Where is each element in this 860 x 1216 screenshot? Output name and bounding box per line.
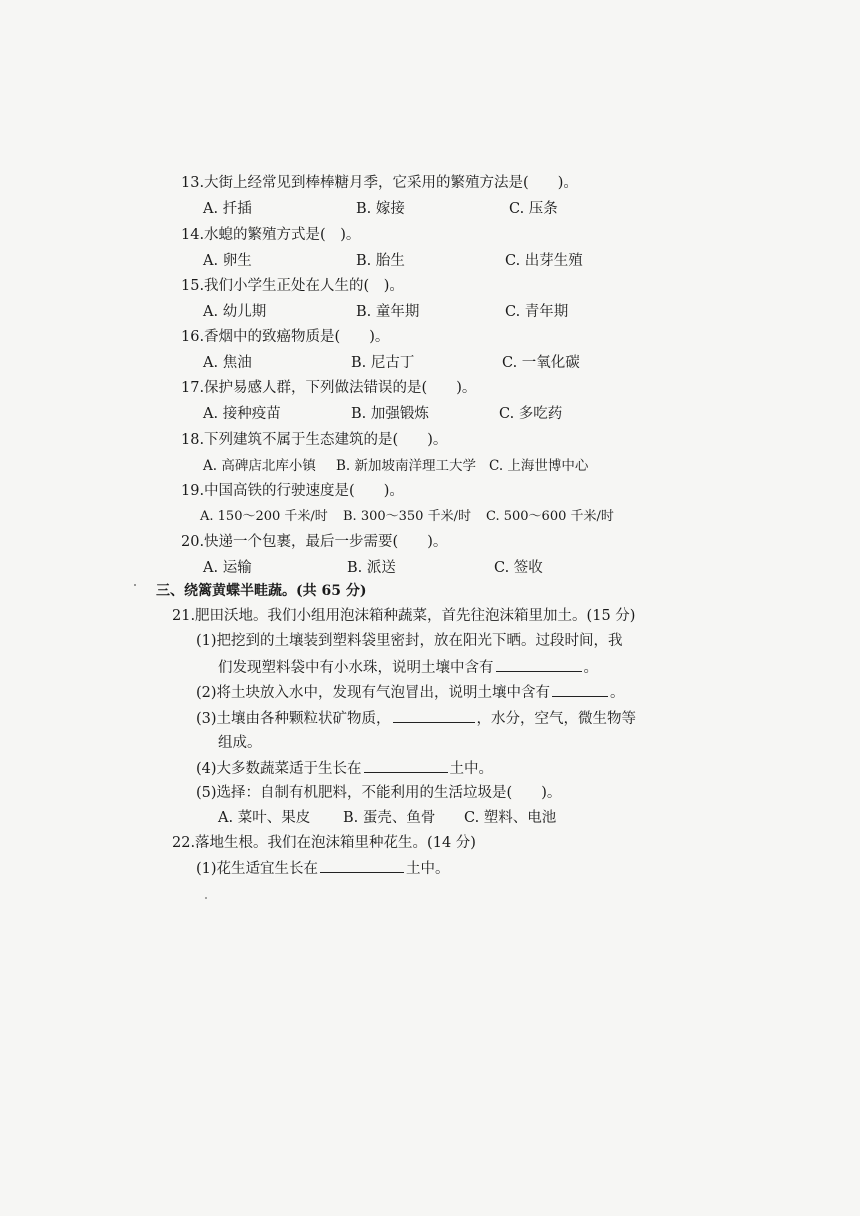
- answer-blank[interactable]: [393, 708, 475, 723]
- q15-option-c: C. 青年期: [505, 304, 569, 320]
- q21-part-3-end: ，水分，空气，微生物等: [476, 711, 637, 727]
- q21-part-3-line-2: 组成。: [218, 735, 262, 751]
- question-20: 20.快递一个包裹，最后一步需要( )。: [181, 534, 448, 550]
- q22-part-1-end: 土中。: [406, 861, 450, 877]
- scan-speck: [205, 897, 207, 899]
- q19-option-c: C. 500～600 千米/时: [486, 509, 614, 524]
- q22-part-1-text: (1)花生适宜生长在: [196, 861, 319, 877]
- q18-option-c: C. 上海世博中心: [489, 458, 589, 474]
- q21-part-4-text: (4)大多数蔬菜适于生长在: [196, 761, 362, 777]
- q21-part-2: [196, 682, 625, 703]
- scan-speck: [134, 584, 136, 586]
- q21-part-4-end: 土中。: [449, 761, 494, 777]
- q15-option-b: B. 童年期: [356, 304, 420, 320]
- q21-part-1-text: 们发现塑料袋中有小水珠，说明土壤中含有: [218, 660, 494, 676]
- q20-option-c: C. 签收: [494, 560, 543, 576]
- q16-option-c: C. 一氧化碳: [502, 355, 580, 371]
- q14-option-b: B. 胎生: [356, 253, 405, 269]
- q21-part-1-end: 。: [583, 660, 598, 676]
- q21-part-5: (5)选择：自制有机肥料，不能利用的生活垃圾是( )。: [196, 785, 562, 801]
- q20-option-b: B. 派送: [347, 560, 396, 576]
- question-21: 21.肥田沃地。我们小组用泡沫箱种蔬菜，首先往泡沫箱里加土。(15 分): [172, 608, 636, 624]
- question-14: 14.水螅的繁殖方式是( )。: [181, 227, 361, 243]
- q21-5-option-c: C. 塑料、电池: [464, 810, 557, 826]
- question-15: 15.我们小学生正处在人生的( )。: [181, 278, 404, 294]
- q21-part-2-text: (2)将土块放入水中，发现有气泡冒出，说明土壤中含有: [196, 685, 551, 701]
- q14-option-a: A. 卵生: [203, 253, 252, 269]
- q21-5-option-a: A. 菜叶、果皮: [218, 810, 311, 826]
- q20-option-a: A. 运输: [203, 560, 252, 576]
- q21-part-2-end: 。: [610, 685, 625, 701]
- answer-blank[interactable]: [552, 682, 608, 697]
- q21-part-3-line-1: [196, 708, 636, 729]
- question-13: 13.大街上经常见到棒棒糖月季，它采用的繁殖方法是( )。: [181, 175, 578, 191]
- q17-option-b: B. 加强锻炼: [351, 406, 429, 422]
- q15-option-a: A. 幼儿期: [203, 304, 267, 320]
- q17-option-a: A. 接种疫苗: [203, 406, 281, 422]
- q21-part-3-text: (3)土壤由各种颗粒状矿物质，: [196, 711, 391, 727]
- answer-blank[interactable]: [496, 657, 582, 672]
- q19-option-a: A. 150～200 千米/时: [200, 509, 328, 524]
- question-19: 19.中国高铁的行驶速度是( )。: [181, 483, 404, 499]
- q13-option-c: C. 压条: [509, 201, 558, 217]
- question-22: 22.落地生根。我们在泡沫箱里种花生。(14 分): [172, 835, 476, 851]
- question-18: 18.下列建筑不属于生态建筑的是( )。: [181, 432, 448, 448]
- q18-option-a: A. 高碑店北库小镇: [203, 458, 316, 474]
- section-3-title: 三、绕篱黄蝶半畦蔬。(共 65 分): [156, 583, 367, 599]
- question-16: 16.香烟中的致癌物质是( )。: [181, 329, 390, 345]
- q21-5-option-b: B. 蛋壳、鱼骨: [343, 810, 436, 826]
- q21-part-1-line-2: [218, 657, 598, 678]
- q21-part-1-line-1: (1)把挖到的土壤装到塑料袋里密封，放在阳光下晒。过段时间，我: [196, 633, 623, 649]
- question-17: 17.保护易感人群，下列做法错误的是( )。: [181, 380, 477, 396]
- answer-blank[interactable]: [364, 758, 448, 773]
- q16-option-b: B. 尼古丁: [351, 355, 415, 371]
- q21-part-4: [196, 758, 493, 779]
- q17-option-c: C. 多吃药: [499, 406, 563, 422]
- q14-option-c: C. 出芽生殖: [505, 253, 583, 269]
- q19-option-b: B. 300～350 千米/时: [343, 509, 471, 524]
- q13-option-b: B. 嫁接: [356, 201, 405, 217]
- q18-option-b: B. 新加坡南洋理工大学: [336, 458, 477, 474]
- q22-part-1: [196, 858, 450, 879]
- q13-option-a: A. 扦插: [203, 201, 252, 217]
- q16-option-a: A. 焦油: [203, 355, 252, 371]
- answer-blank[interactable]: [320, 858, 404, 873]
